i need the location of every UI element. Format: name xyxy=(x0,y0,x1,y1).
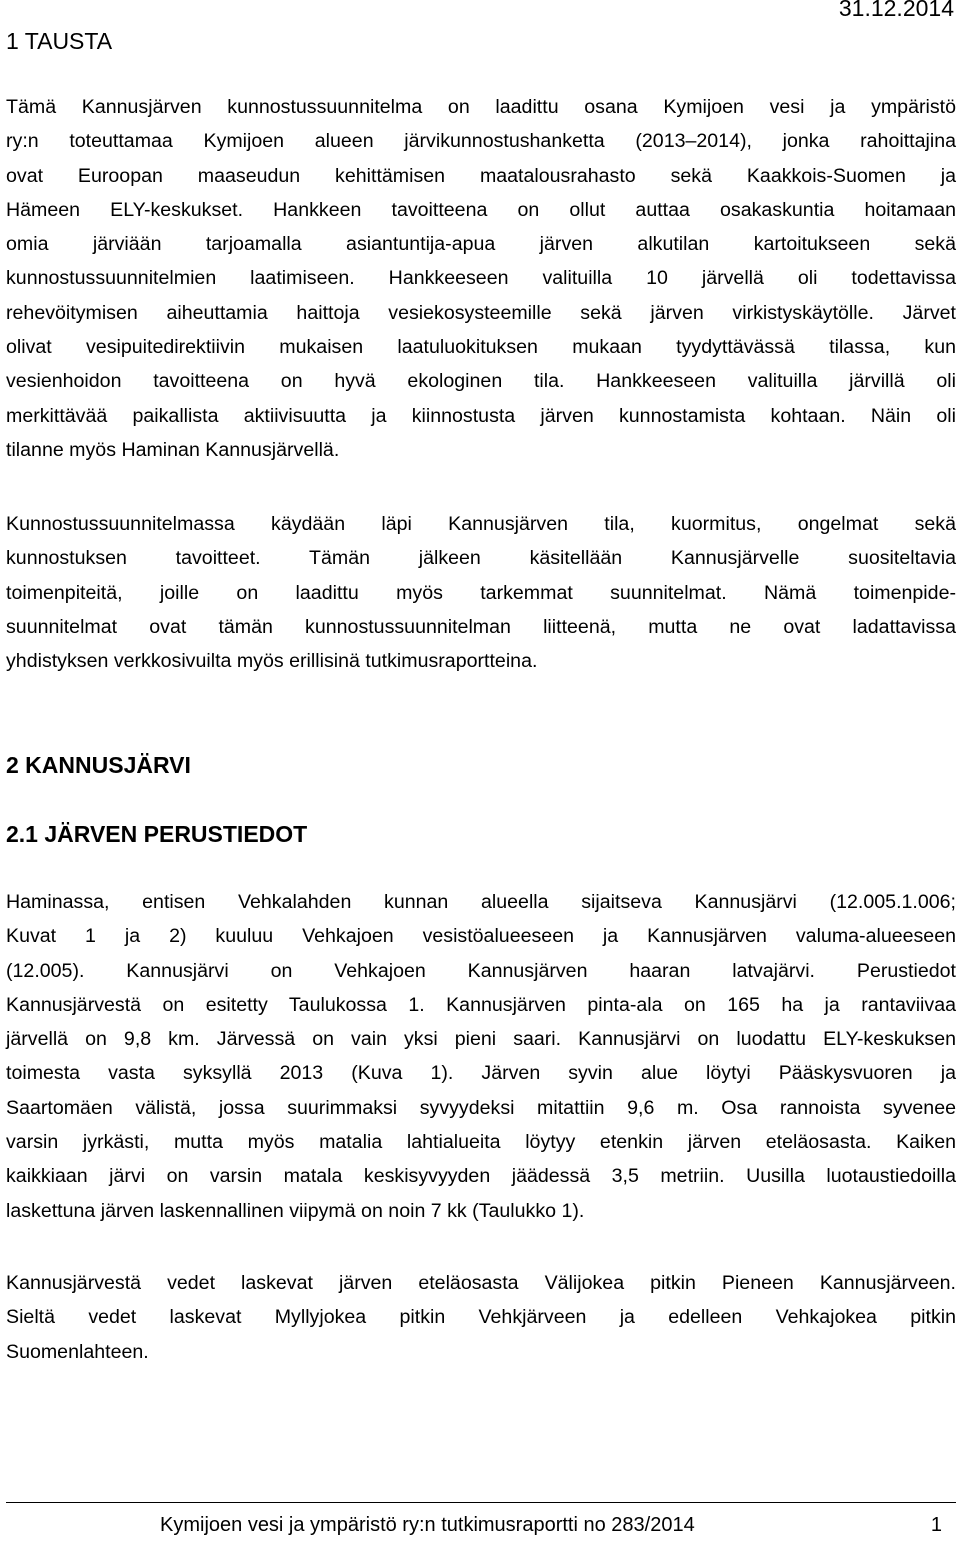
section-2-1-paragraph-1 xyxy=(6,885,956,1228)
paragraph-line: ry:n toteuttamaa Kymijoen alueen järvikunnostushanketta (2013–2014), jonka rahoittajina xyxy=(6,130,956,153)
paragraph-line: varsin jyrkästi, mutta myös matalia lahtialueita löytyy etenkin järven eteläosasta. Kaiken xyxy=(6,1131,956,1154)
paragraph-line: Tämä Kannusjärven kunnostussuunnitelma on laadittu osana Kymijoen vesi ja ympäristö xyxy=(6,96,956,118)
paragraph-line: olivat vesipuitedirektiivin mukaisen laatuluokituksen mukaan tyydyttävässä tilassa, kun xyxy=(6,336,956,359)
paragraph-line: vesienhoidon tavoitteena on hyvä ekologinen tila. Hankkeeseen valituilla järvillä oli xyxy=(6,370,956,393)
section-1-paragraph-1 xyxy=(6,90,956,467)
paragraph-line: (12.005). Kannusjärvi on Vehkajoen Kannusjärven haaran latvajärvi. Perustiedot xyxy=(6,959,956,982)
paragraph-line: merkittävää paikallista aktiivisuutta ja kiinnostusta järven kunnostamista kohtaan. Näin oli xyxy=(6,404,956,427)
paragraph-line: rehevöitymisen aiheuttamia haittoja vesiekosysteemille sekä järven virkistyskäytölle. Järvet xyxy=(6,301,956,324)
paragraph-line: Haminassa, entisen Vehkalahden kunnan alueella sijaitseva Kannusjärvi (12.005.1.006; xyxy=(6,891,956,913)
footer-report-title: Kymijoen vesi ja ympäristö ry:n tutkimusraportti no 283/2014 xyxy=(160,1514,695,1536)
paragraph-line: kunnostussuunnitelmien laatimiseen. Hankkeeseen valituilla 10 järvellä oli todettavissa xyxy=(6,267,956,290)
paragraph-line: Kannusjärvestä vedet laskevat järven eteläosasta Välijokea pitkin Pieneen Kannusjärveen. xyxy=(6,1272,956,1294)
paragraph-line: Kuvat 1 ja 2) kuuluu Vehkajoen vesistöalueeseen ja Kannusjärven valuma-alueeseen xyxy=(6,925,956,948)
section-2-heading: 2 KANNUSJÄRVI xyxy=(6,752,191,778)
paragraph-line: Kannusjärvestä on esitetty Taulukossa 1. Kannusjärven pinta-ala on 165 ha ja rantaviivaa xyxy=(6,993,956,1016)
footer-page-number: 1 xyxy=(930,1514,942,1536)
paragraph-line: Saartomäen välistä, jossa suurimmaksi syvyydeksi mitattiin 9,6 m. Osa rannoista syvenee xyxy=(6,1096,956,1119)
paragraph-line: omia järviään tarjoamalla asiantuntija-apua järven alkutilan kartoitukseen sekä xyxy=(6,233,956,256)
paragraph-line: toimesta vasta syksyllä 2013 (Kuva 1). Järven syvin alue löytyi Pääskysvuoren ja xyxy=(6,1062,956,1085)
header-date: 31.12.2014 xyxy=(838,0,954,21)
paragraph-line: suunnitelmat ovat tämän kunnostussuunnitelman liitteenä, mutta ne ovat ladattavissa xyxy=(6,615,956,638)
paragraph-line: laskettuna järven laskennallinen viipymä on noin 7 kk (Taulukko 1). xyxy=(6,1199,585,1222)
section-2-1-subheading: 2.1 JÄRVEN PERUSTIEDOT xyxy=(6,821,308,847)
paragraph-line: Sieltä vedet laskevat Myllyjokea pitkin Vehkjärveen ja edelleen Vehkajokea pitkin xyxy=(6,1306,956,1329)
section-1-paragraph-2 xyxy=(6,507,956,678)
paragraph-line: yhdistyksen verkkosivuilta myös erillisinä tutkimusraportteina. xyxy=(6,650,538,673)
section-2-1-paragraph-2 xyxy=(6,1266,956,1369)
paragraph-line: Hämeen ELY-keskukset. Hankkeen tavoitteena on ollut auttaa osakaskuntia hoitamaan xyxy=(6,198,956,221)
paragraph-line: tilanne myös Haminan Kannusjärvellä. xyxy=(6,438,340,461)
paragraph-line: kaikkiaan järvi on varsin matala keskisyvyyden jäädessä 3,5 metriin. Uusilla luotaustiedoilla xyxy=(6,1165,956,1188)
footer-divider xyxy=(6,1502,956,1503)
paragraph-line: toimenpiteitä, joille on laadittu myös tarkemmat suunnitelmat. Nämä toimenpide- xyxy=(6,581,956,604)
paragraph-line: järvellä on 9,8 km. Järvessä on vain yksi pieni saari. Kannusjärvi on luodattu ELY-keskuksen xyxy=(6,1028,956,1051)
paragraph-line: kunnostuksen tavoitteet. Tämän jälkeen käsitellään Kannusjärvelle suositeltavia xyxy=(6,547,956,570)
paragraph-line: Kunnostussuunnitelmassa käydään läpi Kannusjärven tila, kuormitus, ongelmat sekä xyxy=(6,513,956,535)
section-1-heading: 1 TAUSTA xyxy=(6,28,113,54)
paragraph-line: ovat Euroopan maaseudun kehittämisen maatalousrahasto sekä Kaakkois-Suomen ja xyxy=(6,164,956,187)
paragraph-line: Suomenlahteen. xyxy=(6,1340,149,1363)
